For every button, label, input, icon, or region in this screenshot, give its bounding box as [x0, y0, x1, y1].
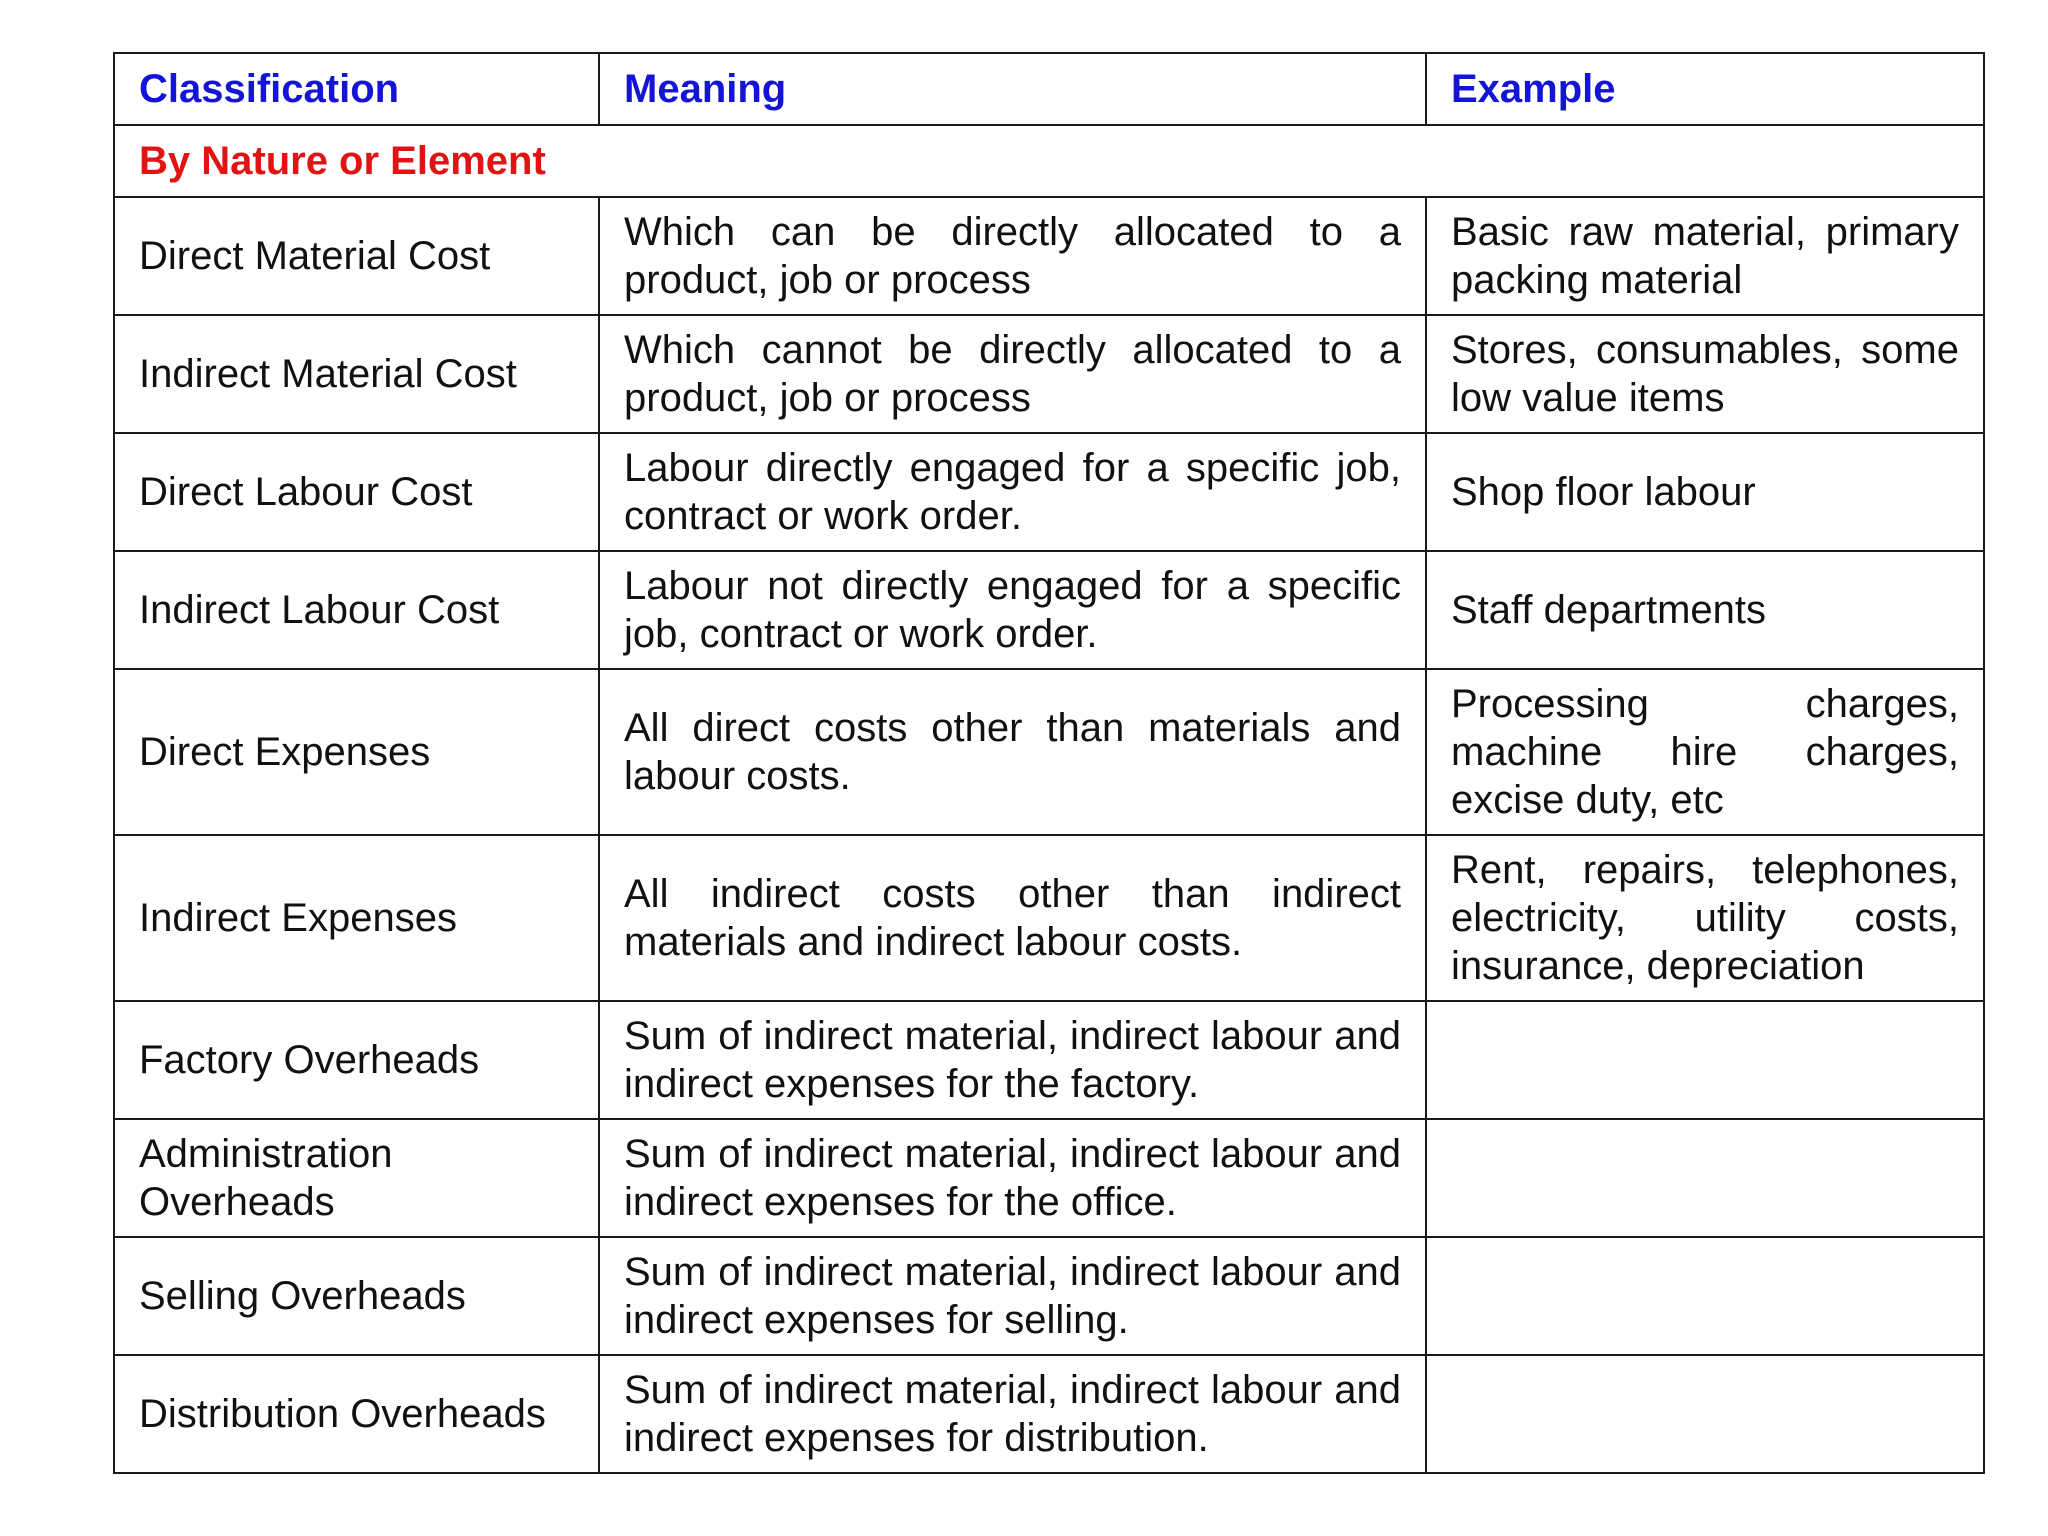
classification-cell: Factory Overheads [114, 1001, 599, 1119]
meaning-cell: Labour not directly engaged for a specific job, contract or work order. [599, 551, 1426, 669]
example-cell [1426, 1119, 1984, 1237]
section-row [114, 125, 1984, 197]
example-cell: Rent, repairs, telephones, electricity, utility costs, insurance, depreciation [1426, 835, 1984, 1001]
example-cell [1426, 1001, 1984, 1119]
header-example: Example [1426, 53, 1984, 125]
meaning-cell: Sum of indirect material, indirect labour and indirect expenses for the office. [599, 1119, 1426, 1237]
meaning-cell: Sum of indirect material, indirect labour and indirect expenses for distribution. [599, 1355, 1426, 1473]
classification-cell: Direct Labour Cost [114, 433, 599, 551]
table-row [114, 1001, 1984, 1119]
example-cell [1426, 1237, 1984, 1355]
example-cell: Staff departments [1426, 551, 1984, 669]
meaning-cell: Which can be directly allocated to a product, job or process [599, 197, 1426, 315]
table-row [114, 551, 1984, 669]
table-row [114, 1355, 1984, 1473]
meaning-cell: Which cannot be directly allocated to a product, job or process [599, 315, 1426, 433]
classification-cell: Administration Overheads [114, 1119, 599, 1237]
example-cell: Basic raw material, primary packing material [1426, 197, 1984, 315]
meaning-cell: All direct costs other than materials and labour costs. [599, 669, 1426, 835]
example-cell [1426, 1355, 1984, 1473]
meaning-cell: Labour directly engaged for a specific job, contract or work order. [599, 433, 1426, 551]
classification-cell: Selling Overheads [114, 1237, 599, 1355]
classification-cell: Direct Expenses [114, 669, 599, 835]
classification-cell: Distribution Overheads [114, 1355, 599, 1473]
table-row [114, 1237, 1984, 1355]
table-row [114, 835, 1984, 1001]
header-meaning: Meaning [599, 53, 1426, 125]
meaning-cell: All indirect costs other than indirect materials and indirect labour costs. [599, 835, 1426, 1001]
table-row [114, 315, 1984, 433]
header-classification: Classification [114, 53, 599, 125]
meaning-cell: Sum of indirect material, indirect labour and indirect expenses for selling. [599, 1237, 1426, 1355]
table-row [114, 197, 1984, 315]
classification-cell: Indirect Labour Cost [114, 551, 599, 669]
cost-classification-table [113, 52, 1985, 1474]
example-cell: Stores, consumables, some low value items [1426, 315, 1984, 433]
table-row [114, 433, 1984, 551]
classification-cell: Indirect Expenses [114, 835, 599, 1001]
classification-cell: Indirect Material Cost [114, 315, 599, 433]
example-cell: Shop floor labour [1426, 433, 1984, 551]
classification-cell: Direct Material Cost [114, 197, 599, 315]
header-row [114, 53, 1984, 125]
meaning-cell: Sum of indirect material, indirect labour and indirect expenses for the factory. [599, 1001, 1426, 1119]
cost-classification-sheet [113, 52, 1983, 1474]
table-row [114, 669, 1984, 835]
example-cell: Processing charges, machine hire charges, excise duty, etc [1426, 669, 1984, 835]
section-title: By Nature or Element [114, 125, 1984, 197]
table-row [114, 1119, 1984, 1237]
